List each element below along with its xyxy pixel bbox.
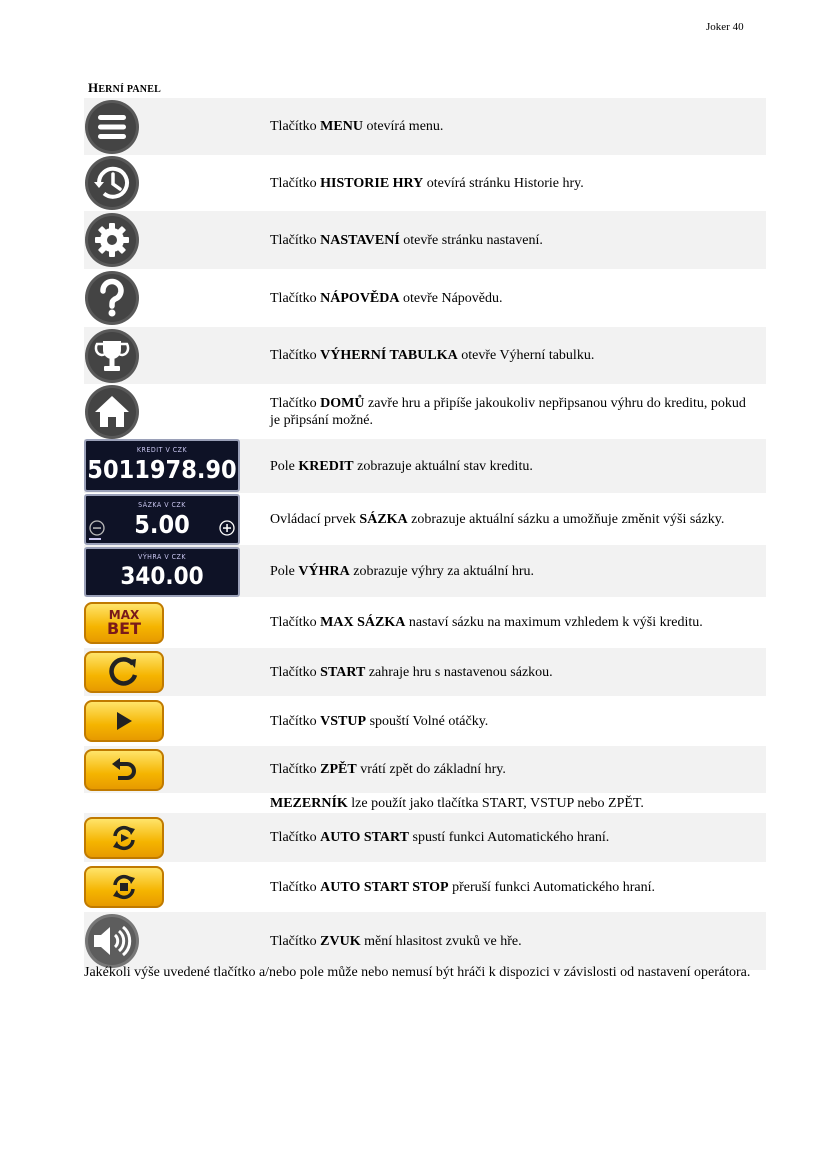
row-text: MEZERNÍK lze použít jako tlačítka START, VSTUP nebo ZPĚT. xyxy=(270,795,644,811)
max-bet-label-2: BET xyxy=(106,618,142,638)
autostart-stop-icon xyxy=(84,866,164,908)
table-row xyxy=(84,545,766,597)
row-text: Tlačítko START zahraje hru s nastavenou sázkou. xyxy=(270,664,553,680)
row-text: Pole KREDIT zobrazuje aktuální stav kreditu. xyxy=(270,458,533,474)
row-text: Tlačítko MAX SÁZKA nastaví sázku na maximum vzhledem k výši kreditu. xyxy=(270,615,703,630)
win-label: VÝHRA V CZK xyxy=(138,553,186,561)
help-icon xyxy=(84,270,140,326)
table-row xyxy=(84,912,766,970)
table-row xyxy=(84,648,766,696)
table-row xyxy=(84,813,766,862)
row-text: Tlačítko VÝHERNÍ TABULKA otevře Výherní tabulku. xyxy=(270,348,595,363)
win-value: 340.00 xyxy=(120,562,204,590)
credit-value: 5011978.90 xyxy=(87,455,237,484)
section-title: HERNÍ PANEL xyxy=(88,80,161,95)
page-header: Joker 40 xyxy=(706,21,744,33)
credit-label: KREDIT V CZK xyxy=(136,446,188,454)
play-icon xyxy=(84,700,164,742)
row-text: Tlačítko AUTO START spustí funkci Automatického hraní. xyxy=(270,830,610,845)
table-row xyxy=(84,155,766,211)
back-icon xyxy=(84,749,164,791)
row-text: Tlačítko VSTUP spouští Volné otáčky. xyxy=(270,713,489,729)
table-row xyxy=(84,439,766,493)
max-bet-icon xyxy=(84,602,164,644)
autostart-icon xyxy=(84,817,164,859)
gear-icon xyxy=(84,212,140,268)
row-text: Tlačítko HISTORIE HRY otevírá stránku Historie hry. xyxy=(270,175,584,191)
plus-icon[interactable] xyxy=(219,520,235,536)
sound-icon xyxy=(84,913,140,969)
table-row xyxy=(84,862,766,912)
row-text: Tlačítko NASTAVENÍ otevře stránku nastavení. xyxy=(270,232,543,248)
history-icon xyxy=(84,155,140,211)
bet-level-indicator xyxy=(89,538,101,540)
max-bet-label-1: MAX xyxy=(108,607,140,622)
table-row xyxy=(84,793,766,813)
row-text: Tlačítko ZVUK mění hlasitost zvuků ve hře. xyxy=(270,933,522,949)
table-row xyxy=(84,269,766,327)
panel-table xyxy=(84,98,766,970)
row-text: Pole VÝHRA zobrazuje výhry za aktuální hru. xyxy=(270,563,534,579)
table-row xyxy=(84,696,766,746)
row-text: Tlačítko AUTO START STOP přeruší funkci Automatického hraní. xyxy=(270,879,656,895)
table-row xyxy=(84,98,766,155)
row-text: Tlačítko ZPĚT vrátí zpět do základní hry. xyxy=(270,762,506,777)
table-row xyxy=(84,746,766,793)
row-text: Ovládací prvek SÁZKA zobrazuje aktuální sázku a umožňuje změnit výši sázky. xyxy=(270,511,725,527)
bet-field[interactable] xyxy=(84,494,240,545)
row-text: Tlačítko NÁPOVĚDA otevře Nápovědu. xyxy=(270,290,503,306)
table-row xyxy=(84,327,766,384)
menu-icon xyxy=(84,99,140,155)
bet-label: SÁZKA V CZK xyxy=(138,501,186,509)
credit-field xyxy=(84,439,240,492)
win-field xyxy=(84,547,240,597)
trophy-icon xyxy=(84,328,140,384)
footnote: Jakékoli výše uvedené tlačítko a/nebo pole může nebo nemusí být hráči k dispozici v závislosti od nastavení operátora. xyxy=(84,965,751,980)
minus-icon[interactable] xyxy=(89,520,105,536)
start-icon xyxy=(84,651,164,693)
home-icon xyxy=(84,384,140,440)
table-row xyxy=(84,211,766,269)
table-row xyxy=(84,493,766,545)
row-text: Tlačítko DOMŮ zavře hru a připíše jakoukoliv nepřipsanou výhru do kreditu, pokud je připsání možné. xyxy=(270,395,746,428)
table-row xyxy=(84,597,766,648)
row-text: Tlačítko MENU otevírá menu. xyxy=(270,119,444,134)
bet-value: 5.00 xyxy=(134,510,190,539)
table-row xyxy=(84,384,766,439)
